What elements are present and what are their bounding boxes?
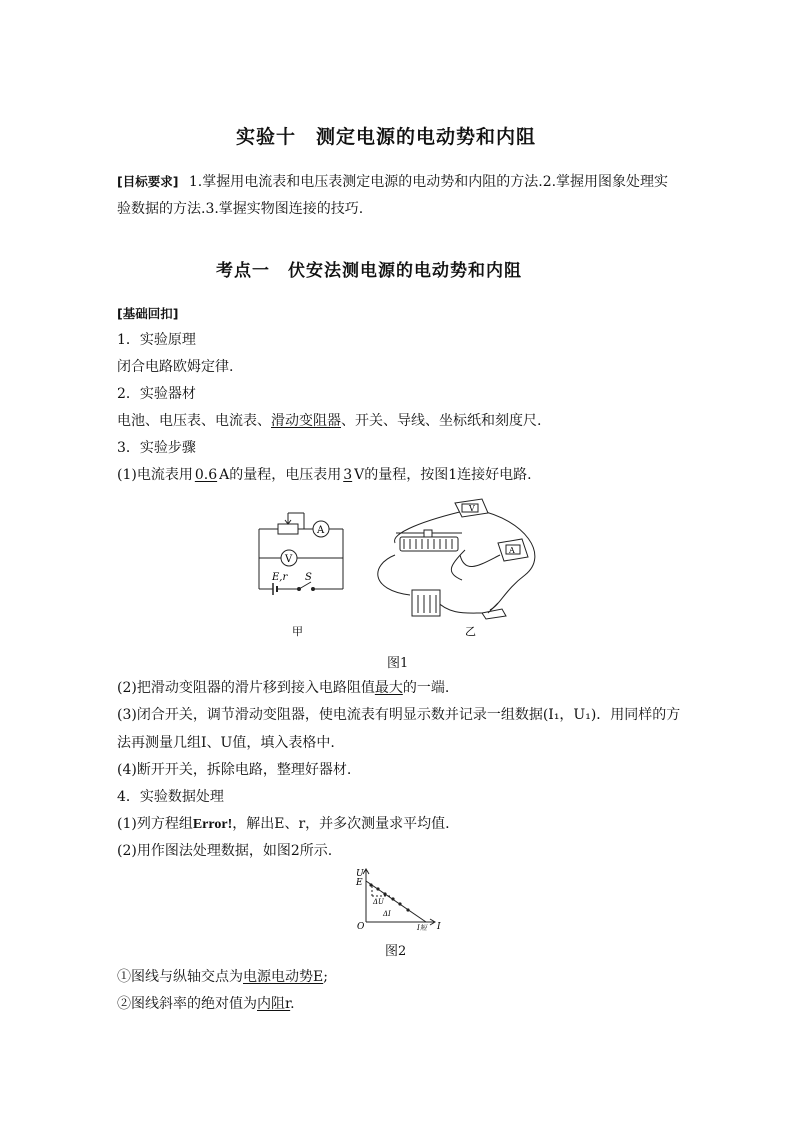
data-item-1-c: ，解出E、r，并多次测量求平均值. xyxy=(232,816,450,832)
conclusion-2-underline: 内阻r xyxy=(257,996,291,1012)
figure-1-right-label: 乙 xyxy=(465,625,476,638)
heading-equipment: 2．实验器材 xyxy=(117,386,196,402)
conclusion-1-a: ①图线与纵轴交点为 xyxy=(117,969,243,985)
origin-label: O xyxy=(357,922,365,932)
step-2-b: 的一端. xyxy=(402,680,450,696)
heading-principle: 1．实验原理 xyxy=(117,332,196,348)
step-1-a: (1)电流表用 xyxy=(117,467,193,483)
data-item-1-a: (1)列方程组 xyxy=(117,816,193,832)
step-1-current-range: 0.6 xyxy=(194,467,218,483)
step-2-a: (2)把滑动变阻器的滑片移到接入电路阻值 xyxy=(117,680,375,696)
conclusion-1 xyxy=(117,967,328,987)
switch-label: S xyxy=(305,572,312,583)
physical-rheostat xyxy=(400,537,458,551)
heading-data-processing: 4．实验数据处理 xyxy=(117,789,224,805)
physical-switch xyxy=(482,609,506,619)
axis-u-label: U xyxy=(356,869,364,879)
step-2-underline: 最大 xyxy=(374,680,403,696)
principle-body: 闭合电路欧姆定律. xyxy=(117,359,234,375)
switch-lever xyxy=(299,582,311,589)
step-2 xyxy=(117,678,449,698)
axis-i-label: I xyxy=(437,922,441,932)
i-short-label: I短 xyxy=(417,924,427,932)
delta-u-label: ΔU xyxy=(373,898,384,906)
conclusion-2 xyxy=(117,994,295,1014)
goal-line-2: 验数据的方法.3.掌握实物图连接的技巧. xyxy=(117,201,364,217)
physical-setup xyxy=(378,499,535,619)
goal-line-1: 1.掌握用电流表和电压表测定电源的电动势和内阻的方法.2.掌握用图象处理实 xyxy=(188,174,669,190)
conclusion-2-a: ②图线斜率的绝对值为 xyxy=(117,996,257,1012)
wire xyxy=(460,555,500,567)
wire xyxy=(378,555,410,595)
rheostat-symbol xyxy=(278,524,298,534)
ammeter-label: A xyxy=(317,525,325,536)
equipment-post: 、开关、导线、坐标纸和刻度尺. xyxy=(341,413,542,429)
conclusion-1-underline: 电源电动势E xyxy=(243,969,324,985)
data-item-1-error: Error! xyxy=(192,817,233,832)
battery-label: E,r xyxy=(272,572,288,583)
basics-tag: [基础回扣] xyxy=(117,306,179,321)
section-title: 考点一 伏安法测电源的电动势和内阻 xyxy=(216,261,522,281)
conclusion-1-b: ; xyxy=(323,969,328,985)
physical-ammeter-label: A xyxy=(509,546,515,555)
data-item-2: (2)用作图法处理数据，如图2所示. xyxy=(117,843,333,859)
figure-2-caption: 图2 xyxy=(385,944,407,959)
data-item-1 xyxy=(117,814,450,835)
step-1 xyxy=(117,465,532,485)
equipment-pre: 电池、电压表、电流表、 xyxy=(117,413,271,429)
equipment-body xyxy=(117,411,541,431)
conclusion-2-b: . xyxy=(290,996,295,1012)
page-title: 实验十 测定电源的电动势和内阻 xyxy=(236,126,537,148)
figure-1 xyxy=(250,495,550,645)
figure-2 xyxy=(350,866,450,936)
wire xyxy=(435,600,482,613)
step-3-line-1: (3)闭合开关，调节滑动变阻器，使电流表有明显示数并记录一组数据(I₁，U₁)．用同样的方 xyxy=(117,707,681,723)
step-1-c: V的量程，按图1连接好电路. xyxy=(354,467,532,483)
delta-i-label: ΔI xyxy=(383,910,391,918)
step-1-voltage-range: 3 xyxy=(343,467,353,483)
heading-steps: 3．实验步骤 xyxy=(117,440,196,456)
goal-paragraph xyxy=(117,172,668,192)
step-4: (4)断开开关，拆除电路，整理好器材. xyxy=(117,762,352,778)
physical-voltmeter-label: V xyxy=(469,504,475,513)
voltmeter-label: V xyxy=(285,554,293,565)
e-intercept-label: E xyxy=(356,878,363,888)
goal-tag: [目标要求] xyxy=(117,174,179,189)
figure-1-left-label: 甲 xyxy=(292,625,303,638)
figure-1-caption: 图1 xyxy=(387,656,409,671)
wire xyxy=(451,550,465,580)
step-3-line-2: 法再测量几组I、U值，填入表格中. xyxy=(117,735,335,751)
equipment-underline: 滑动变阻器 xyxy=(271,413,341,429)
step-1-b: A的量程，电压表用 xyxy=(219,467,342,483)
